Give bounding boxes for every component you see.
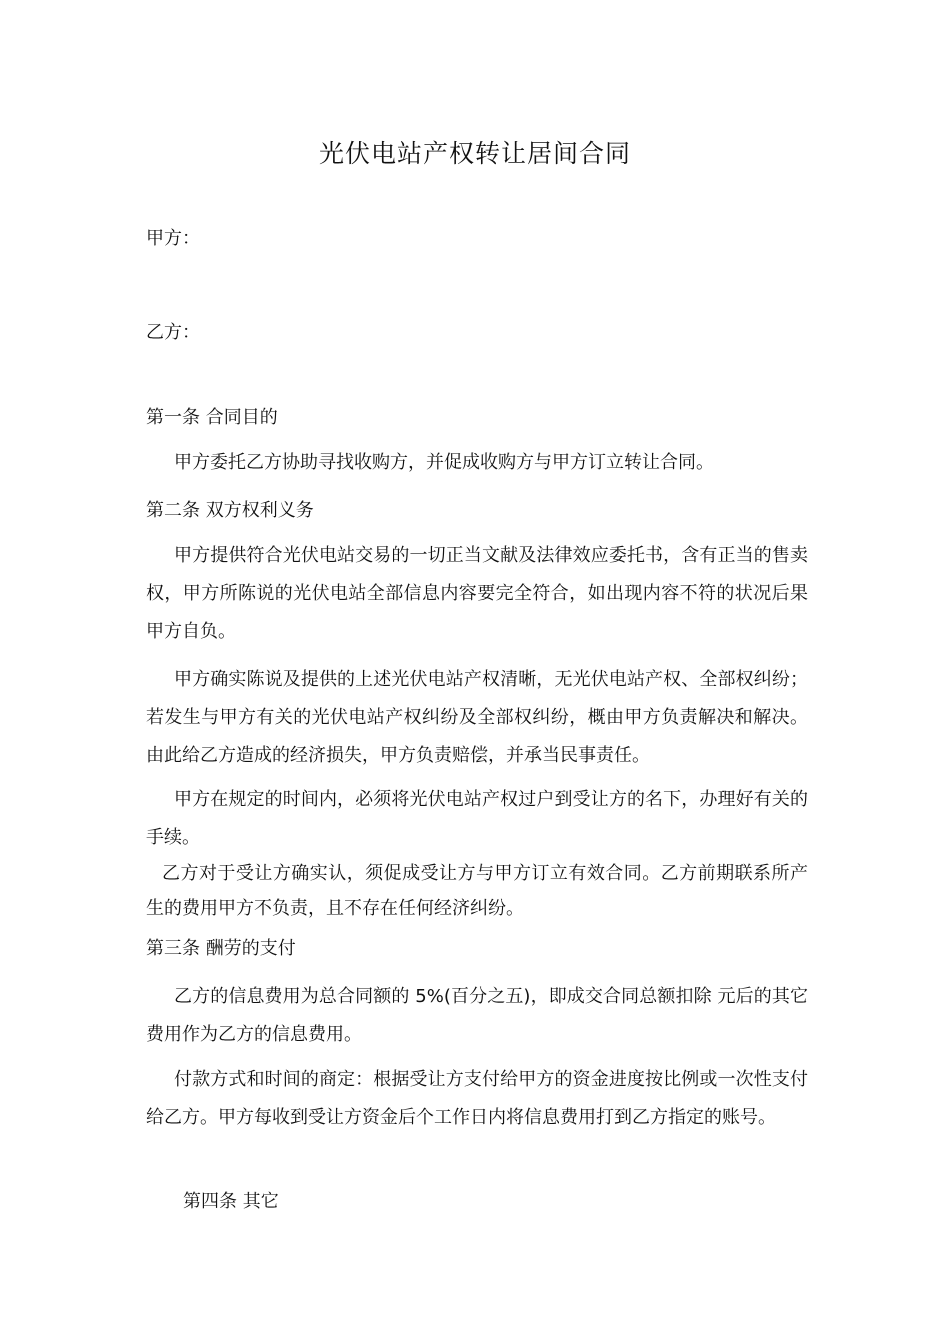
article3-paragraph-1 (146, 978, 808, 1054)
article2-heading: 第二条 双方权利义务 (146, 500, 314, 521)
article3-paragraph-2: 付款方式和时间的商定：根据受让方支付给甲方的资金进度按比例或一次性支付给乙方。甲方每收到受让方资金后个工作日内将信息费用打到乙方指定的账号。 (146, 1069, 808, 1128)
article2-paragraph-4: 乙方对于受让方确实认，须促成受让方与甲方订立有效合同。乙方前期联系所产生的费用甲方不负责，且不存在任何经济纠纷。 (146, 863, 808, 919)
article1-paragraph-1: 甲方委托乙方协助寻找收购方，并促成收购方与甲方订立转让合同。 (174, 452, 714, 473)
article4-heading: 第四条 其它 (183, 1191, 279, 1212)
document-title: 光伏电站产权转让居间合同 (318, 139, 631, 168)
party-b-label: 乙方： (146, 322, 200, 343)
party-a-label: 甲方： (146, 228, 200, 249)
article2-paragraph-1: 甲方提供符合光伏电站交易的一切正当文献及法律效应委托书，含有正当的售卖权，甲方所陈说的光伏电站全部信息内容要完全符合，如出现内容不符的状况后果甲方自负。 (146, 545, 808, 642)
article3-paragraph-1-text-after: ，即成交合同总额扣除 元后的其它费用作为乙方的信息费用。 (146, 986, 808, 1045)
fee-rate: 5%(百分之五) (415, 986, 531, 1007)
article1-heading: 第一条 合同目的 (146, 407, 278, 428)
article2-paragraph-3: 甲方在规定的时间内，必须将光伏电站产权过户到受让方的名下，办理好有关的手续。 (146, 789, 808, 848)
article3-heading: 第三条 酬劳的支付 (146, 938, 296, 959)
article3-paragraph-1-text-before: 乙方的信息费用为总合同额的 (174, 986, 416, 1007)
article2-paragraph-2: 甲方确实陈说及提供的上述光伏电站产权清晰，无光伏电站产权、全部权纠纷；若发生与甲方有关的光伏电站产权纠纷及全部权纠纷，概由甲方负责解决和解决。由此给乙方造成的经济损失，甲方负责赔偿，并承当民事责任。 (146, 669, 808, 766)
